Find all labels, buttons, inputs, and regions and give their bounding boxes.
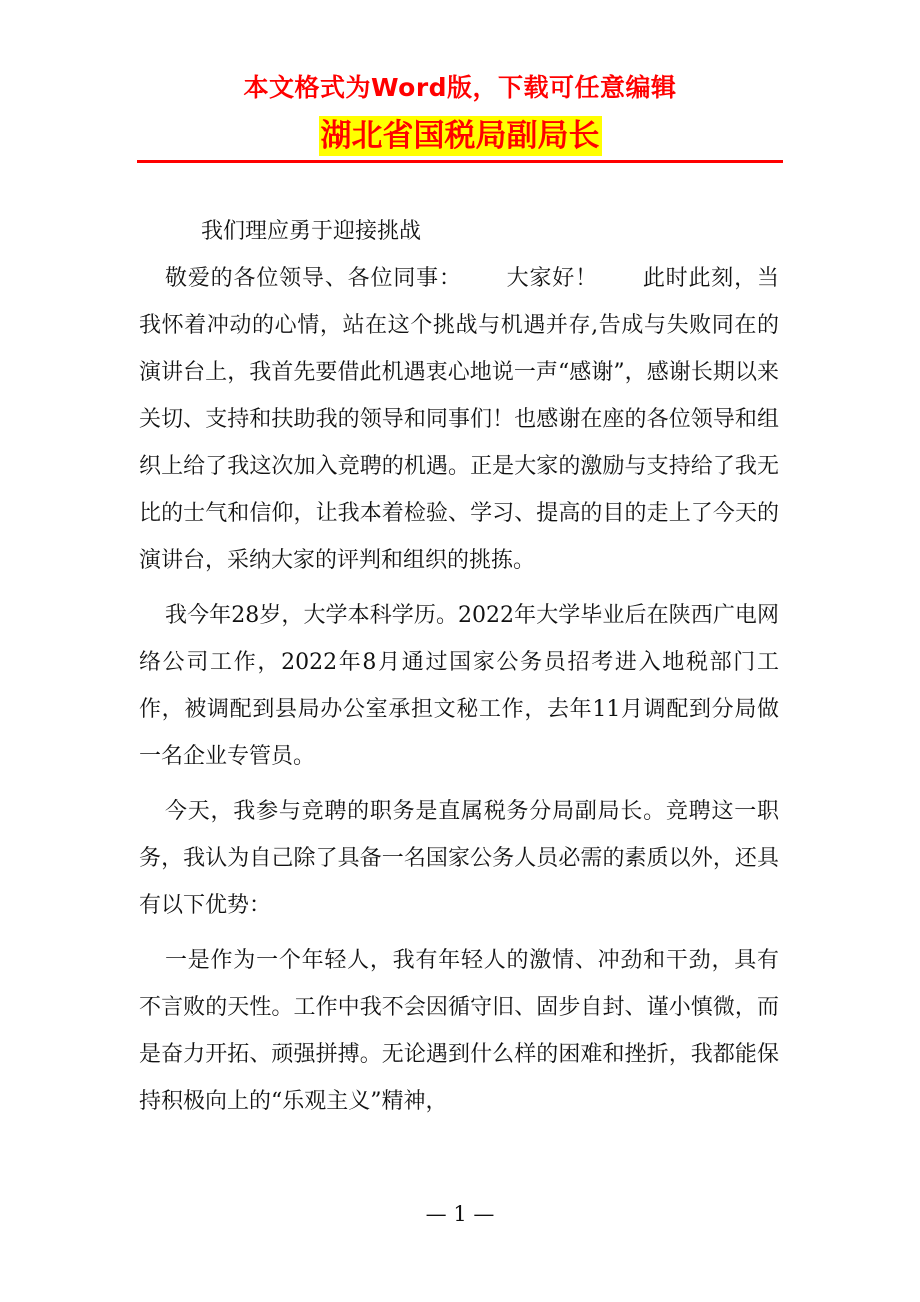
paragraph-position: 今天，我参与竞聘的职务是直属税务分局副局长。竞聘这一职务，我认为自己除了具备一名国家公务人员必需的素质以外，还具有以下优势： — [139, 799, 779, 918]
salutation: 敬爱的各位领导、各位同事： — [165, 266, 462, 291]
paragraph-advantage-one: 一是作为一个年轻人，我有年轻人的激情、冲劲和干劲，具有不言败的天性。工作中我不会因循守旧、固步自封、谨小慎微，而是奋力开拓、顽强拼搏。无论遇到什么样的困难和挫折，我都能保持积极向上的“乐观主义”精神， — [139, 948, 779, 1114]
hello-text: 大家好！ — [505, 266, 598, 291]
title-divider — [137, 160, 783, 163]
paragraph-background: 我今年28岁，大学本科学历。2022年大学毕业后在陕西广电网络公司工作，2022年8月通过国家公务员招考进入地税部门工作，被调配到县局办公室承担文秘工作，去年11月调配到分局做一名企业专管员。 — [139, 603, 779, 769]
speech-subtitle: 我们理应勇于迎接挑战 — [201, 219, 422, 244]
paragraph-greeting — [139, 255, 779, 584]
edit-notice: 本文格式为Word版，下载可任意编辑 — [243, 73, 677, 102]
greeting-text: 此时此刻，当我怀着冲动的心情，站在这个挑战与机遇并存,告成与失败同在的演讲台上，我首先要借此机遇衷心地说一声“感谢”，感谢长期以来关切、支持和扶助我的领导和同事们！也感谢在座的各位领导和组织上给了我这次加入竞聘的机遇。正是大家的激励与支持给了我无比的士气和信仰，让我本着检验、学习、提高的目的走上了今天的演讲台，采纳大家的评判和组织的挑拣。 — [139, 266, 779, 573]
document-body — [139, 208, 779, 1125]
title-container — [0, 116, 920, 156]
page-number: — 1 — — [425, 1202, 495, 1226]
document-title: 湖北省国税局副局长 — [320, 118, 600, 154]
